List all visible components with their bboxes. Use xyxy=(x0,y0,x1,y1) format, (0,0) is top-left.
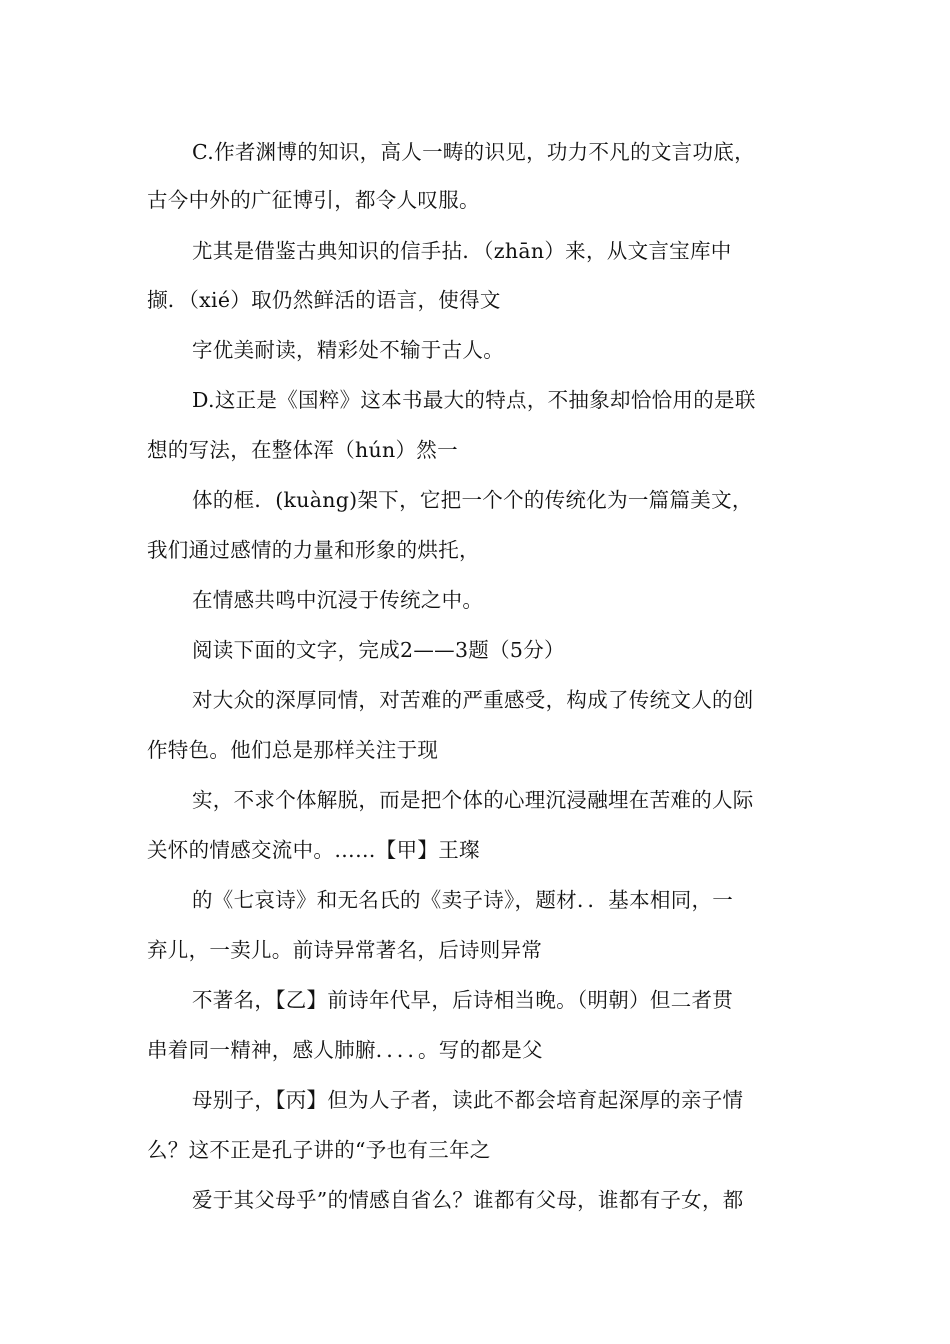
text-line: 作特色。他们总是那样关注于现 xyxy=(147,738,439,762)
text-line: 体的框．(kuàng)架下，它把一个个的传统化为一篇篇美文， xyxy=(192,488,753,512)
text-line: 撷．（xié）取仍然鲜活的语言，使得文 xyxy=(147,288,501,312)
text-line: 关怀的情感交流中。……【甲】王璨 xyxy=(147,838,480,862)
text-line: D.这正是《国粹》这本书最大的特点，不抽象却恰恰用的是联 xyxy=(192,388,756,412)
text-line: 母别子，【丙】但为人子者，读此不都会培育起深厚的亲子情 xyxy=(192,1088,744,1112)
text-line: 爱于其父母乎”的情感自省么？谁都有父母，谁都有子女，都 xyxy=(192,1188,744,1212)
text-line: 在情感共鸣中沉浸于传统之中。 xyxy=(192,588,484,612)
text-line: 么？这不正是孔子讲的“予也有三年之 xyxy=(147,1138,491,1162)
text-line: 我们通过感情的力量和形象的烘托， xyxy=(147,538,480,562)
text-line: 的《七哀诗》和无名氏的《卖子诗》，题材．．基本相同，一 xyxy=(192,888,734,912)
text-line: 古今中外的广征博引，都令人叹服。 xyxy=(147,188,480,212)
text-line: 串着同一精神，感人肺腑．．．．。写的都是父 xyxy=(147,1038,543,1062)
text-line: C.作者渊博的知识，高人一畴的识见，功力不凡的文言功底， xyxy=(192,140,755,164)
text-line: 不著名，【乙】前诗年代早，后诗相当晚。（明朝）但二者贯 xyxy=(192,988,734,1012)
text-line: 对大众的深厚同情，对苦难的严重感受，构成了传统文人的创 xyxy=(192,688,754,712)
text-line: 尤其是借鉴古典知识的信手拈．（zhān）来，从文言宝库中 xyxy=(192,239,732,263)
text-line: 想的写法，在整体浑（hún）然一 xyxy=(147,438,458,462)
text-line: 字优美耐读，精彩处不输于古人。 xyxy=(192,338,504,362)
text-line: 弃儿，一卖儿。前诗异常著名，后诗则异常 xyxy=(147,938,543,962)
text-line: 实，不求个体解脱，而是把个体的心理沉浸融埋在苦难的人际 xyxy=(192,788,754,812)
text-line: 阅读下面的文字，完成2——3题（5分） xyxy=(192,638,565,662)
